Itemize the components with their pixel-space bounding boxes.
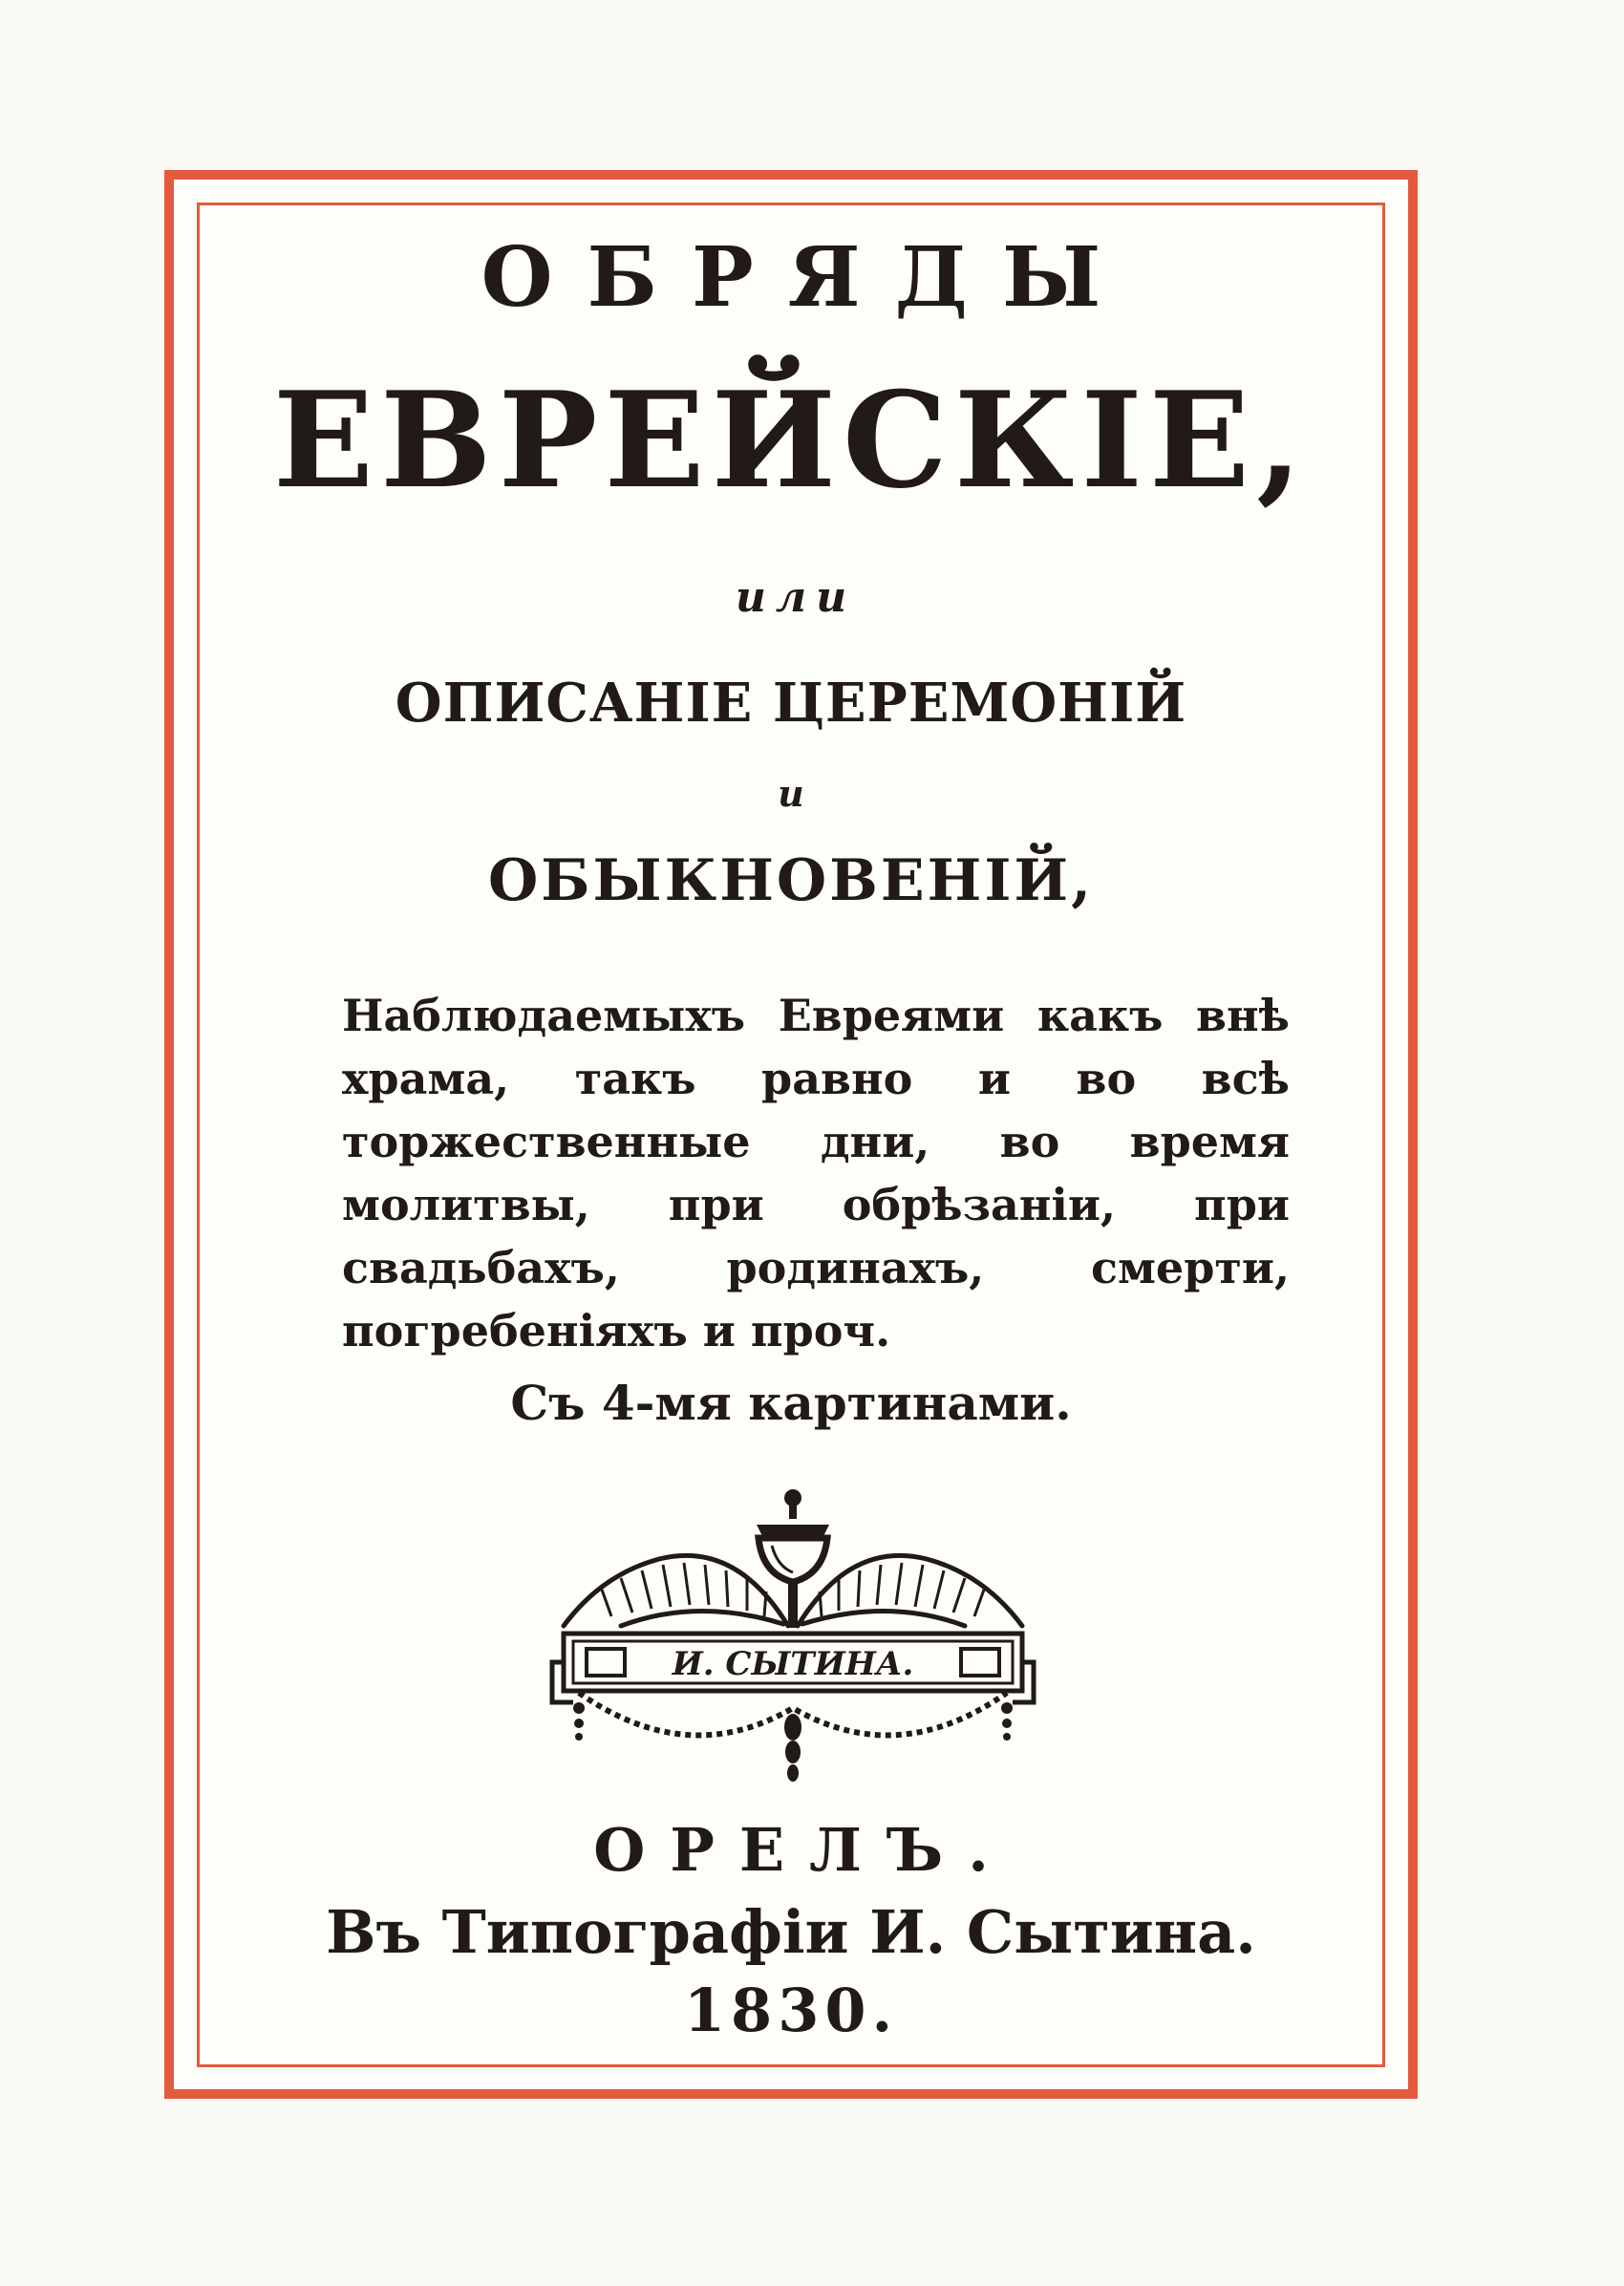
subtitle-line-2: ОБЫКНОВЕНІЙ, [488,847,1094,914]
subtitle-line-1: ОПИСАНІЕ ЦЕРЕМОНІЙ [395,672,1187,735]
title-line-1: ОБРЯДЫ [481,229,1136,326]
imprint-printer: Въ Типографіи И. Сытина. [326,1897,1256,1967]
description-paragraph: Наблюдаемыхъ Евреями какъ внѣ храма, такъ равно и во всѣ торжественные дни, во время молитвы, при обрѣзаніи, при свадьбахъ, родинахъ, смерти, погребеніяхъ и проч. [342,990,1290,1357]
garlands [573,1693,1013,1782]
banner [552,1634,1034,1702]
urn-ornament [757,1489,829,1628]
illustrations-note: Съ 4-мя картинами. [510,1375,1072,1431]
imprint-city: ОРЕЛЪ. [593,1815,1014,1885]
imprint-year: 1830. [683,1976,899,2045]
connector: или [735,573,857,622]
subtitle-and: и [778,772,804,815]
title-page [197,203,1385,2067]
banner-text: И. СЫТИНА. [672,1645,914,1683]
title-line-2: ЕВРЕЙСКІЕ, [272,362,1310,518]
printer-vignette [545,1483,1041,1788]
